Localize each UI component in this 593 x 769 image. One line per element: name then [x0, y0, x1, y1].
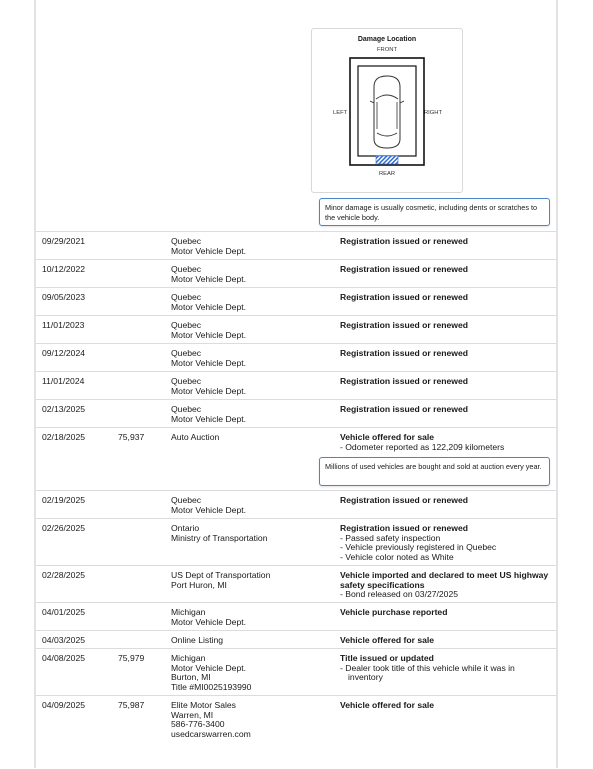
- history-row: [36, 343, 556, 372]
- diagram-title: Damage Location: [357, 36, 417, 43]
- record-event: Vehicle offered for sale: [340, 432, 435, 442]
- record-source: Quebec Motor Vehicle Dept.: [171, 495, 246, 515]
- record-source: Quebec Motor Vehicle Dept.: [171, 348, 246, 368]
- record-detail-line: inventory: [348, 672, 383, 682]
- record-date: 04/03/2025: [42, 635, 86, 645]
- record-date: 09/29/2021: [42, 236, 86, 246]
- record-date: 11/01/2023: [42, 320, 85, 330]
- record-date: 02/19/2025: [42, 495, 86, 505]
- record-source: Quebec Motor Vehicle Dept.: [171, 292, 246, 312]
- record-source: Michigan Motor Vehicle Dept. Burton, MI Title #MI0025193990: [171, 653, 252, 692]
- record-source: US Dept of Transportation Port Huron, MI: [171, 570, 271, 590]
- page-frame-right: [556, 0, 558, 768]
- history-row: [36, 259, 556, 288]
- record-source: Quebec Motor Vehicle Dept.: [171, 320, 246, 340]
- record-source: Auto Auction: [171, 432, 220, 442]
- dealer-website-link[interactable]: usedcarswarren.com: [171, 728, 251, 739]
- diagram-rear-label: REAR: [378, 171, 396, 177]
- history-row: [36, 602, 556, 631]
- record-details: [340, 524, 496, 562]
- record-event: Registration issued or renewed: [340, 376, 468, 386]
- rear-damage-marker: [376, 156, 398, 164]
- record-source: Quebec Motor Vehicle Dept.: [171, 404, 246, 424]
- record-source: Elite Motor Sales Warren, MI 586-776-3400 usedcarswarren.com: [171, 700, 251, 739]
- record-odometer: 75,979: [118, 653, 145, 663]
- history-row: [36, 231, 556, 260]
- car-outline-icon: [349, 57, 425, 169]
- record-date: 02/13/2025: [42, 404, 86, 414]
- record-event: Registration issued or renewed: [340, 320, 468, 330]
- history-row: [36, 371, 556, 400]
- history-row: [36, 315, 556, 344]
- record-source: Quebec Motor Vehicle Dept.: [171, 264, 246, 284]
- record-date: 02/28/2025: [42, 570, 86, 580]
- record-date: 10/12/2022: [42, 264, 86, 274]
- record-date: 02/26/2025: [42, 523, 86, 533]
- record-source: Ontario Ministry of Transportation: [171, 523, 268, 543]
- record-event: Vehicle offered for sale: [340, 635, 435, 645]
- diagram-front-label: FRONT: [377, 47, 397, 53]
- record-details: [340, 571, 550, 600]
- record-date: 09/05/2023: [42, 292, 86, 302]
- diagram-left-label: LEFT: [333, 110, 348, 116]
- record-detail-line: - Vehicle previously registered in Quebec: [340, 542, 497, 552]
- history-row: [36, 287, 556, 316]
- record-detail-line: - Passed safety inspection: [340, 532, 441, 543]
- history-row: [36, 630, 556, 649]
- record-event: Registration issued or renewed: [340, 348, 468, 358]
- record-event: Registration issued or renewed: [340, 523, 468, 533]
- record-detail-line: - Vehicle color noted as White: [340, 551, 454, 562]
- record-event: Title issued or updated: [340, 653, 434, 663]
- damage-info-callout: Minor damage is usually cosmetic, including dents or scratches to the vehicle body.: [319, 198, 550, 226]
- record-date: 11/01/2024: [42, 376, 85, 386]
- record-event: Registration issued or renewed: [340, 236, 468, 246]
- record-source: Quebec Motor Vehicle Dept.: [171, 376, 246, 396]
- record-date: 02/18/2025: [42, 432, 86, 442]
- record-details: [340, 433, 504, 452]
- record-event: Vehicle purchase reported: [340, 607, 448, 617]
- history-row: [36, 518, 556, 566]
- record-date: 09/12/2024: [42, 348, 86, 358]
- record-event: Vehicle offered for sale: [340, 700, 435, 710]
- history-row: [36, 565, 556, 603]
- damage-location-diagram: [311, 28, 463, 193]
- history-row: [36, 648, 556, 696]
- record-event: Registration issued or renewed: [340, 495, 468, 505]
- record-date: 04/01/2025: [42, 607, 86, 617]
- record-date: 04/08/2025: [42, 653, 86, 663]
- history-row: [36, 399, 556, 428]
- record-event: Registration issued or renewed: [340, 292, 468, 302]
- record-source: Quebec Motor Vehicle Dept.: [171, 236, 246, 256]
- auction-info-callout: Millions of used vehicles are bought and sold at auction every year.: [319, 457, 550, 486]
- record-detail-line: - Bond released on 03/27/2025: [340, 589, 459, 599]
- history-row: [36, 490, 556, 519]
- record-odometer: 75,937: [118, 432, 145, 442]
- record-event: Registration issued or renewed: [340, 404, 468, 414]
- record-detail-line: - Dealer took title of this vehicle while it was in: [340, 662, 515, 673]
- record-event: Registration issued or renewed: [340, 264, 468, 274]
- record-detail-line: - Odometer reported as 122,209 kilometers: [340, 441, 505, 452]
- record-date: 04/09/2025: [42, 700, 86, 710]
- diagram-right-label: RIGHT: [424, 110, 443, 116]
- record-details: [340, 654, 515, 683]
- record-event: Vehicle imported and declared to meet US highway safety specifications: [340, 570, 549, 590]
- record-source: Michigan Motor Vehicle Dept.: [171, 607, 246, 627]
- record-odometer: 75,987: [118, 700, 145, 710]
- history-row: [36, 695, 556, 769]
- record-source: Online Listing: [171, 635, 224, 645]
